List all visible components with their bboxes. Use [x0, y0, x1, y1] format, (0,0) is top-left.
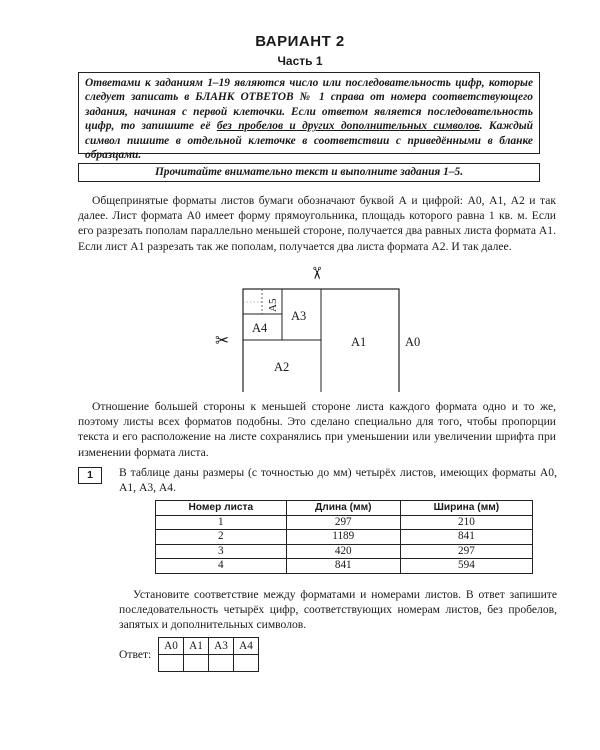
table-header-row	[156, 501, 533, 516]
label-a5: А5	[267, 298, 279, 312]
cell-number: 1	[156, 515, 287, 530]
answer-header-a0: А0	[159, 638, 184, 655]
label-a4: А4	[252, 321, 268, 335]
label-a3: А3	[291, 309, 307, 323]
cell-number: 4	[156, 559, 287, 574]
col-header-width: Ширина (мм)	[400, 501, 532, 516]
cell-width: 841	[400, 530, 532, 545]
paragraph-proportions: Отношение большей стороны к меньшей стороне листа каждого формата одно и то же, поэтому листы всех форматов подобны. Это сделано специально для того, чтобы пропорции текста и его расположение на листе сохранялись при уменьшении или увеличении шрифта при изменении формата листа.	[78, 400, 556, 459]
answer-header-a3: А3	[209, 638, 234, 655]
task-text: В таблице даны размеры (с точностью до мм) четырёх листов, имеющих форматы А0, А1, А3, А4.	[119, 466, 557, 495]
cell-length: 297	[286, 515, 400, 530]
answer-table	[158, 637, 259, 672]
answer-header-row	[159, 638, 259, 655]
instructions-underlined: без пробелов и других дополнительных символов	[216, 120, 480, 133]
instructions-text-2: . Каждый символ пишите в отдельной клеточке в соответствии с приведёнными в бланке образцами.	[85, 120, 533, 162]
answer-header-a4: А4	[234, 638, 259, 655]
table-row	[156, 530, 533, 545]
answer-header-a1: А1	[184, 638, 209, 655]
paragraph-formats: Общепринятые форматы листов бумаги обозначают буквой А и цифрой: А0, А1, А2 и так далее. Лист формата А0 имеет форму прямоугольника, площадь которого равна 1 кв. м. Если его разрезать пополам параллельно меньшей стороне, получается два равных листа формата А1. Если лист А1 разрезать так же пополам, получается два листа формата А2. И так далее.	[78, 194, 556, 253]
label-a1: А1	[351, 335, 367, 349]
instructions-box	[78, 72, 540, 162]
sizes-table	[155, 500, 533, 574]
part-subtitle: Часть 1	[277, 54, 323, 68]
answer-cell-a0[interactable]	[159, 655, 184, 672]
answer-label: Ответ:	[119, 648, 152, 661]
col-header-number: Номер листа	[156, 501, 287, 516]
task-number-box: 1	[78, 467, 102, 484]
instructions-text-1: Ответами к заданиям 1–19 являются число или последовательность цифр, которые следует записать в БЛАНК ОТВЕТОВ № 1 справа от номера соответствующего задания, начиная с первой клеточки. Если ответом является последовательность цифр, то запишите её	[85, 77, 533, 133]
answer-input-row	[159, 655, 259, 672]
cell-length: 420	[286, 544, 400, 559]
cell-width: 594	[400, 559, 532, 574]
col-header-length: Длина (мм)	[286, 501, 400, 516]
cell-length: 841	[286, 559, 400, 574]
answer-cell-a1[interactable]	[184, 655, 209, 672]
page-title: ВАРИАНТ 2	[255, 33, 345, 50]
table-row	[156, 544, 533, 559]
read-instruction-box: Прочитайте внимательно текст и выполните задания 1–5.	[78, 163, 540, 182]
cell-number: 2	[156, 530, 287, 545]
task-instruction: Установите соответствие между форматами и номерами листов. В ответ запишите последовательность четырёх цифр, соответствующих номерам листов, без пробелов, запятых и дополнительных символов.	[119, 588, 557, 632]
paper-formats-diagram	[205, 262, 445, 392]
cell-width: 210	[400, 515, 532, 530]
scissors-left-icon: ✂	[215, 331, 230, 351]
table-row	[156, 515, 533, 530]
answer-cell-a4[interactable]	[234, 655, 259, 672]
cell-width: 297	[400, 544, 532, 559]
label-a2: А2	[274, 360, 290, 374]
table-row	[156, 559, 533, 574]
cell-length: 1189	[286, 530, 400, 545]
scissors-top-icon: ✂	[306, 266, 326, 281]
answer-cell-a3[interactable]	[209, 655, 234, 672]
cell-number: 3	[156, 544, 287, 559]
label-a0: А0	[405, 335, 421, 349]
